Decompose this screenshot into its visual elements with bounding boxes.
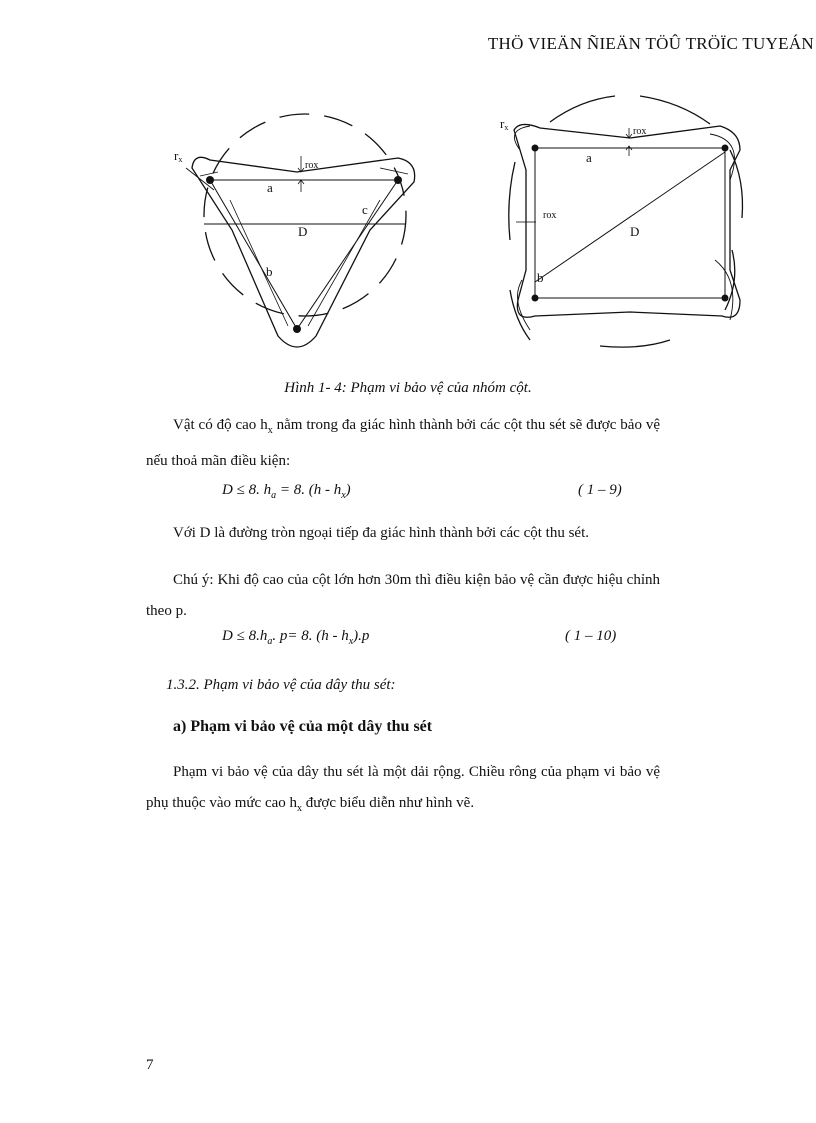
label-rox-top: rox [633, 126, 647, 137]
formula-1: D ≤ 8. $h_a = 8$. $(h - h_x)$ [222, 482, 351, 501]
section-heading: 1.3.2. Phạm vi bảo vệ của dây thu sét: [166, 677, 396, 693]
label-a-right: a [586, 150, 592, 165]
figure-caption: Hình 1- 4: Phạm vi bảo vệ của nhóm cột. [284, 380, 532, 396]
paragraph-3: Chú ý: Khi độ cao của cột lớn hơn 30m thì điều kiện bảo vệ cần được hiệu chỉnh theo p. [146, 572, 660, 619]
rod-dot [532, 145, 539, 152]
protection-zone-figure [170, 90, 770, 370]
equation-number-1: ( 1 – 9) [578, 482, 622, 498]
rod-dot [206, 176, 214, 184]
rod-dot [293, 325, 301, 333]
label-D-right: D [630, 224, 640, 239]
paragraph-1: Vật có độ cao $h_x$ nằm trong đa giác hình thành bởi các cột thu sét sẽ được bảo vệ nếu thoả mãn điều kiện: [146, 417, 660, 469]
paragraph-4: Phạm vi bảo vệ của dây thu sét là một dải rộng. Chiều rông của phạm vi bảo vệ phụ thuộc vào mức cao $h_x$ được biểu diễn như hình vẽ. [146, 764, 660, 814]
label-rx-right: rx [500, 116, 509, 132]
label-a: a [267, 180, 273, 195]
label-c: c [362, 202, 368, 217]
subsection-heading: a) Phạm vi bảo vệ của một dây thu sét [173, 718, 433, 735]
formula-2: $D \le 8.h_a$. p= 8. $(h - h_x).p$ [222, 628, 370, 647]
rod-dot [722, 145, 729, 152]
rod-dot [394, 176, 402, 184]
rod-dot [532, 295, 539, 302]
page-number: 7 [146, 1057, 154, 1073]
label-rx: rx [174, 148, 183, 164]
rod-dot [722, 295, 729, 302]
paragraph-2: Với D là đường tròn ngoại tiếp đa giác hình thành bởi các cột thu sét. [173, 525, 589, 541]
label-b: b [266, 264, 273, 279]
label-rox-side: rox [543, 210, 557, 221]
label-b-right: b [537, 270, 544, 285]
label-D: D [298, 224, 308, 239]
label-rox: rox [305, 160, 319, 171]
rectangle-diagram [509, 96, 743, 347]
equation-number-2: ( 1 – 10) [565, 628, 617, 644]
page-header: THÖ VIEÄN ÑIEÄN TÖÛ TRÖÏC TUYEÁN [487, 34, 814, 53]
